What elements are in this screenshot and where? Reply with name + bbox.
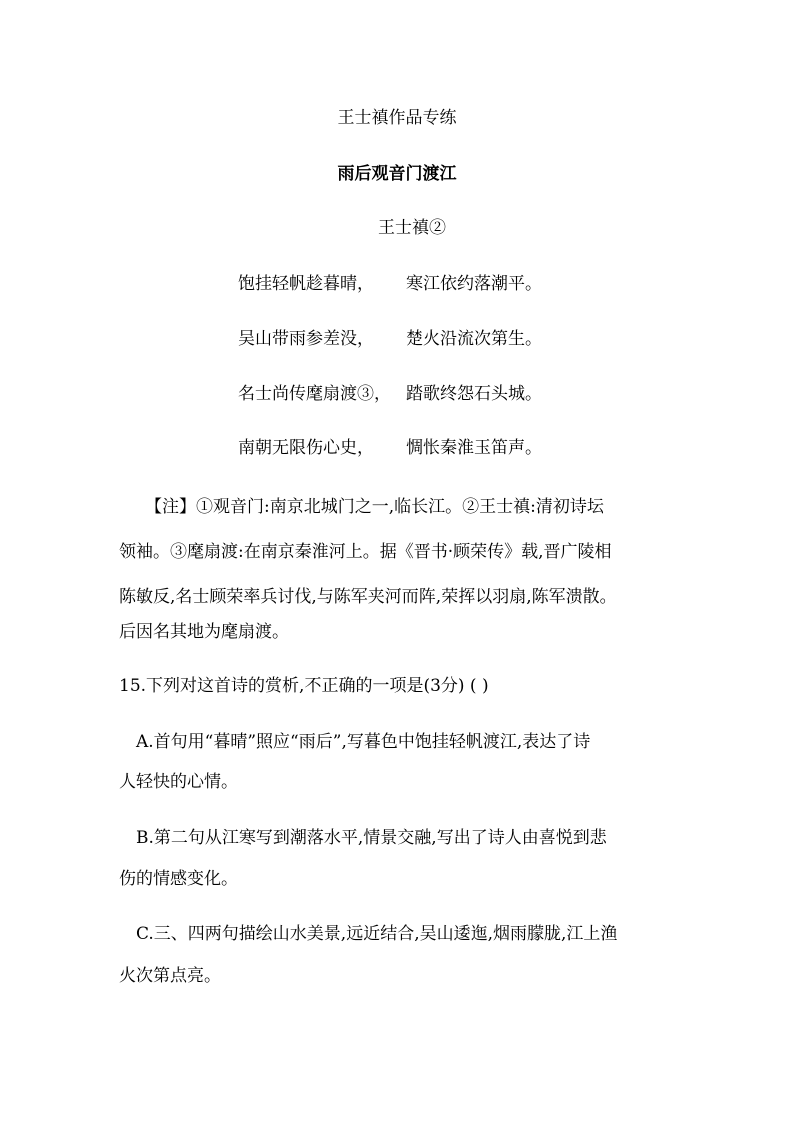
- poem-line-second-half: 寒江依约落潮平。: [406, 274, 542, 294]
- notes-line: 【注】①观音门:南京北城门之一,临长江。②王士禛:清初诗坛: [145, 497, 604, 517]
- notes-line: 领袖。③麾扇渡:在南京秦淮河上。据《晋书·顾荣传》载,晋广陵相: [119, 542, 612, 562]
- poem-line: [238, 382, 542, 406]
- poem-line-second-half: 楚火沿流次第生。: [406, 329, 542, 349]
- option-b-line: B.第二句从江寒写到潮落水平,情景交融,写出了诗人由喜悦到悲: [136, 828, 607, 848]
- poem-line: [238, 327, 542, 351]
- poem-title: 雨后观音门渡江: [337, 164, 457, 184]
- poem-line-first-half: 饱挂轻帆趁暮晴，: [238, 274, 374, 294]
- poem-line-first-half: 吴山带雨参差没，: [238, 329, 374, 349]
- option-b-line: 伤的情感变化。: [119, 869, 238, 889]
- poem-line-second-half: 惆怅秦淮玉笛声。: [406, 438, 542, 458]
- poem-line-second-half: 踏歌终怨石头城。: [406, 384, 542, 404]
- notes-line: 陈敏反,名士顾荣率兵讨伐,与陈军夹河而阵,荣挥以羽扇,陈军溃散。: [119, 587, 617, 607]
- section-header: 王士禛作品专练: [337, 108, 457, 128]
- poem-line-first-half: 名士尚传麾扇渡③，: [238, 384, 391, 404]
- poem-line-first-half: 南朝无限伤心史，: [238, 438, 374, 458]
- poem-line: [238, 272, 542, 296]
- poem-line: [238, 436, 542, 460]
- option-c-line: 火次第点亮。: [119, 966, 221, 986]
- notes-line: 后因名其地为麾扇渡。: [119, 622, 289, 642]
- option-a-line: A.首句用“暮晴”照应“雨后”,写暮色中饱挂轻帆渡江,表达了诗: [136, 732, 591, 752]
- question-stem: 15.下列对这首诗的赏析,不正确的一项是(3分) ( ): [119, 676, 489, 696]
- poem-author: 王士禛②: [378, 218, 446, 238]
- option-c-line: C.三、四两句描绘山水美景,远近结合,吴山逶迤,烟雨朦胧,江上渔: [136, 924, 618, 944]
- option-a-line: 人轻快的心情。: [119, 772, 238, 792]
